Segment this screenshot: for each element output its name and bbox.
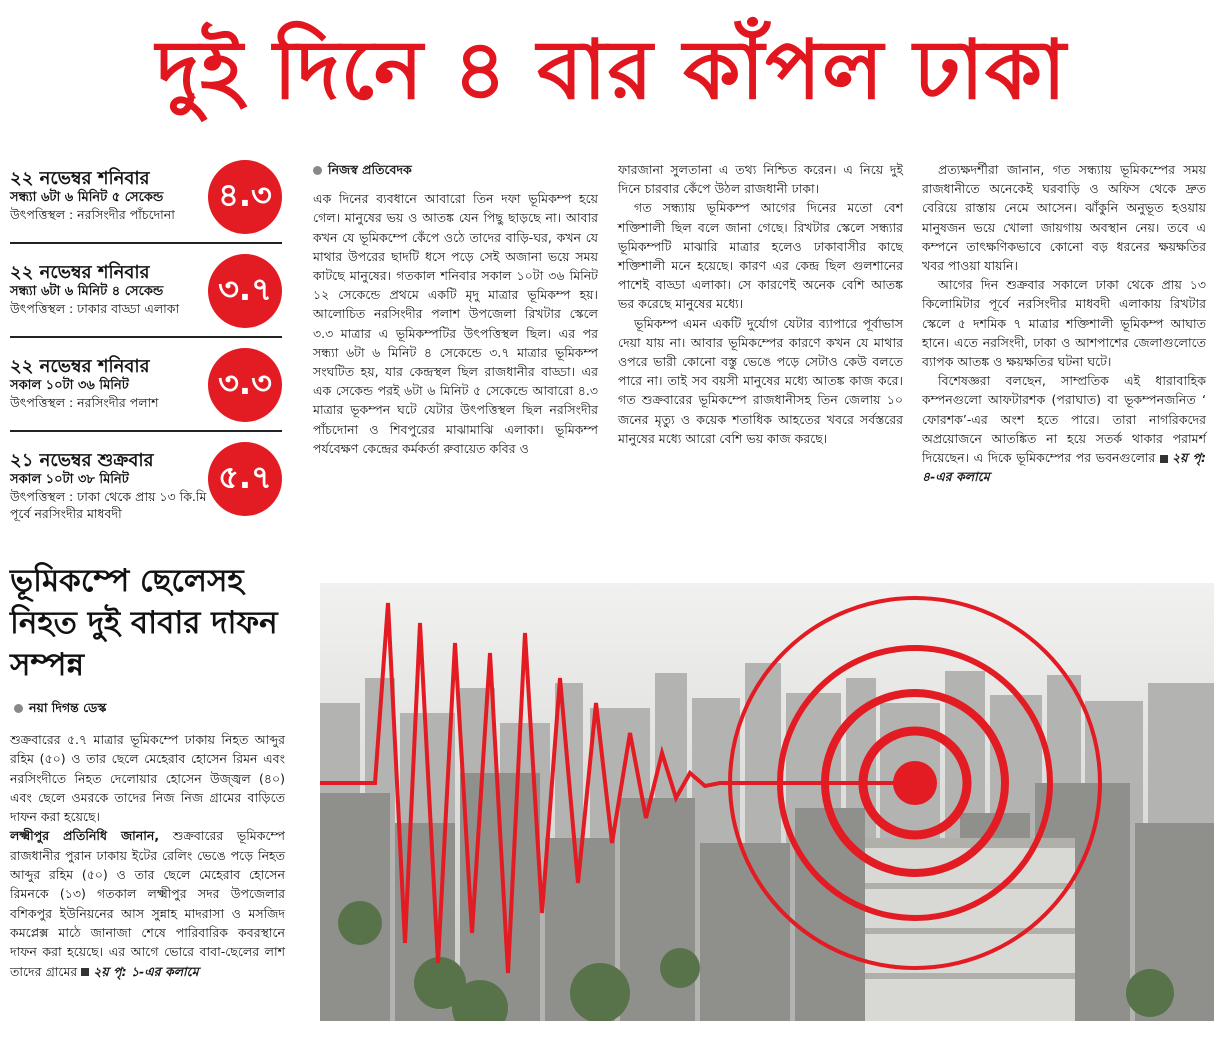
article-column-1 [313, 160, 598, 458]
article-paragraph: এক দিনের ব্যবধানে আবারো তিন দফা ভূমিকম্প হয়ে গেল। মানুষের ভয় ও আতঙ্ক যেন পিছু ছাড়ছে না। আবার কখন যে ভূমিকম্পে কেঁপে ওঠে তাদের বাড়ি-ঘর, কখন যে মাথার উপরের ছাদটি ধসে পড়ে সেই অজানা ভয়ে সময় কাটছে মানুষের। গতকাল শনিবার সকাল ১০টা ৩৬ মিনিট ১২ সেকেন্ডে প্রথমে একটি মৃদু মাত্রার ভূমিকম্প হয়। আলোচিত নরসিংদীর পলাশ উপজেলা রিখটার স্কেলে ৩.৩ মাত্রার এ ভূমিকম্পটির উৎপত্তিস্থল ছিল। এর পর সন্ধ্যা ৬টা ৬ মিনিট ৪ সেকেন্ডে ৩.৭ মাত্রার ভূমিকম্প সংঘটিত হয়, যার কেন্দ্রস্থল ছিল রাজধানীর বাড্ডা। এর এক সেকেন্ড পরই ৬টা ৬ মিনিট ৫ সেকেন্ডে আবারো ৪.৩ মাত্রার ভূকম্পন ঘটে যেটার উৎপত্তিস্থল ছিল নরসিংদীর পাঁচদোনা ও শিবপুরের মাঝামাঝি এলাকা। ভূমিকম্প পর্যবেক্ষণ কেন্দ্রের কর্মকর্তা রুবায়েত কবির ও [313, 191, 598, 456]
byline-text: নিজস্ব প্রতিবেদক [328, 162, 412, 177]
quake-time: সকাল ১০টা ৩৬ মিনিট [10, 378, 129, 393]
byline [313, 160, 598, 179]
bullet-dot-icon [14, 704, 23, 713]
article-paragraph: ভূমিকম্প এমন একটি দুর্যোগ যেটার ব্যাপারে পূর্বাভাস দেয়া যায় না। আবার ভূমিকম্পের কারণে কখন যে মাথার ওপরে ভারী কোনো বস্তু ভেঙে পড়ে সেটাও কেউ বলতে পারে না। তাই সব বয়সী মানুষের মধ্যে আতঙ্ক কাজ করে। গত শুক্রবারের ভূমিকম্পে রাজধানীসহ তিন জেলায় ১০ জনের মৃত্যু ও কয়েক শতাধিক আহতের খবরে সর্বস্তরের মানুষের মধ্যে আরো বেশি ভয় কাজ করছে। [618, 315, 903, 446]
quake-date: ২১ নভেম্বর শুক্রবার [10, 450, 154, 471]
sub-article-headline: ভূমিকম্পে ছেলেসহ নিহত দুই বাবার দাফন সম্পন্ন [10, 563, 278, 683]
article-paragraph: গত সন্ধ্যায় ভূমিকম্প আগের দিনের মতো বেশ শক্তিশালী ছিল বলে জানা গেছে। রিখটার স্কেলে সন্ধ্যার ভূমিকম্পটি মাঝারি মাত্রার হলেও ঢাকাবাসীর কাছে শক্তিশালী মনে হয়েছে। কারণ এর কেন্দ্র ছিল গুলশানের পাশেই বাড্ডা এলাকা। সে কারণেই অনেক বেশি আতঙ্ক ভর করেছে মানুষের মধ্যে। [618, 200, 903, 312]
square-bullet-icon [81, 968, 89, 976]
article-paragraph: ফারজানা সুলতানা এ তথ্য নিশ্চিত করেন। এ নিয়ে দুই দিনে চারবার কেঁপে উঠল রাজধানী ঢাকা। [618, 162, 903, 197]
magnitude-badge: ৩.৩ [208, 348, 282, 422]
bullet-dot-icon [313, 166, 322, 175]
quake-item [10, 150, 282, 244]
quake-list [10, 150, 282, 542]
magnitude-badge: ৪.৩ [208, 160, 282, 234]
quake-time: সন্ধ্যা ৬টা ৬ মিনিট ৪ সেকেন্ড [10, 284, 164, 299]
building-under-construction [865, 838, 1075, 1021]
quake-time: সকাল ১০টা ৩৮ মিনিট [10, 472, 129, 487]
sub-article-body [10, 730, 285, 981]
quake-location: উৎপত্তিস্থল : নরসিংদীর পাঁচদোনা [10, 207, 175, 222]
article-paragraph: প্রত্যক্ষদর্শীরা জানান, গত সন্ধ্যায় ভূমিকম্পের সময় রাজধানীতে অনেকেই ঘরবাড়ি ও অফিস থেকে দ্রুত বেরিয়ে রাস্তায় নেমে আসেন। ঝাঁকুনি অনুভূত হওয়ায় মানুষজন ভয়ে খোলা জায়গায় অবস্থান নেয়। তবে এ কম্পনে তাৎক্ষণিকভাবে কোনো বড় ধরনের ক্ষয়ক্ষতির খবর পাওয়া যায়নি। [922, 162, 1206, 274]
quake-item [10, 338, 282, 432]
quake-time: সন্ধ্যা ৬টা ৬ মিনিট ৫ সেকেন্ড [10, 190, 164, 205]
article-column-2 [618, 160, 903, 448]
byline-text: নয়া দিগন্ত ডেস্ক [29, 700, 107, 715]
quake-date: ২২ নভেম্বর শনিবার [10, 168, 150, 189]
quake-item [10, 244, 282, 338]
magnitude-badge: ৩.৭ [208, 254, 282, 328]
continuation-link[interactable]: ২য় পৃ: ১-এর কলামে [93, 963, 199, 979]
article-paragraph: শুক্রবারের ৫.৭ মাত্রার ভূমিকম্পে ঢাকায় নিহত আব্দুর রহিম (৫০) ও তার ছেলে মেহেরাব হোসেন রিমন এবং নরসিংদীতে নিহত দেলোয়ার হোসেন উজ্জ্বল (৪০) এবং ছেলে ওমরকে তাদের নিজ নিজ গ্রামের বাড়িতে দাফন করা হয়েছে। [10, 732, 285, 825]
paragraph-text: বিশেষজ্ঞরা বলছেন, সাম্প্রতিক এই ধারাবাহিক কম্পনগুলো আফটারশক (পরাঘাত) বা ভূকম্পনজনিত ‘ ফোরশক’-এর অংশ হতে পারে। তারা নাগরিকদের অপ্রয়োজনে আতঙ্কিত না হয়ে সতর্ক থাকার পরামর্শ দিয়েছেন। এ দিকে ভূমিকম্পের পর ভবনগুলোর [922, 373, 1206, 466]
paragraph-lead: লক্ষ্মীপুর প্রতিনিধি জানান, [10, 828, 160, 844]
quake-location: উৎপত্তিস্থল : নরসিংদীর পলাশ [10, 395, 159, 410]
quake-date: ২২ নভেম্বর শনিবার [10, 356, 150, 377]
article-column-3 [922, 160, 1206, 486]
earthquake-photo [320, 583, 1214, 1021]
page-headline: দুই দিনে ৪ বার কাঁপল ঢাকা [156, 22, 1067, 118]
quake-location: উৎপত্তিস্থল : ঢাকার বাড্ডা এলাকা [10, 301, 180, 316]
magnitude-badge: ৫.৭ [208, 442, 282, 516]
sub-article-byline [14, 700, 106, 720]
square-bullet-icon [1160, 455, 1168, 463]
paragraph-text: শুক্রবারের ভূমিকম্পে রাজধানীর পুরান ঢাকায় ইটের রেলিং ভেঙে পড়ে নিহত আব্দুর রহিম (৫০) ও তার ছেলে মেহেরাব হোসেন রিমনকে (১৩) গতকাল লক্ষ্মীপুর সদর উপজেলার বশিকপুর ইউনিয়নের আস সুন্নাহ মাদরাসা ও মসজিদ কমপ্লেক্স মাঠে জানাজা শেষে পারিবারিক কবরস্থানে দাফন করা হয়েছে। এর আগে ভোরে বাবা-ছেলের লাশ তাদের গ্রামের [10, 828, 285, 979]
quake-location: উৎপত্তিস্থল : ঢাকা থেকে প্রায় ১৩ কি.মি পূর্বে নরসিংদীর মাধবদী [10, 489, 207, 521]
article-paragraph [10, 826, 285, 980]
continuation-link[interactable]: ২য় পৃ: ৪-এর কলামে [922, 450, 1206, 485]
quake-date: ২২ নভেম্বর শনিবার [10, 262, 150, 283]
article-paragraph [922, 371, 1206, 486]
quake-item [10, 432, 282, 542]
article-paragraph: আগের দিন শুক্রবার সকালে ঢাকা থেকে প্রায় ১৩ কিলোমিটার পূর্বে নরসিংদীর মাধবদী এলাকায় রিখটার স্কেলে ৫ দশমিক ৭ মাত্রার শক্তিশালী ভূমিকম্প আঘাত হানে। এতে নরসিংদী, ঢাকা ও আশপাশের জেলাগুলোতে ব্যাপক আতঙ্ক ও ক্ষয়ক্ষতির ঘটনা ঘটে। [922, 277, 1206, 370]
